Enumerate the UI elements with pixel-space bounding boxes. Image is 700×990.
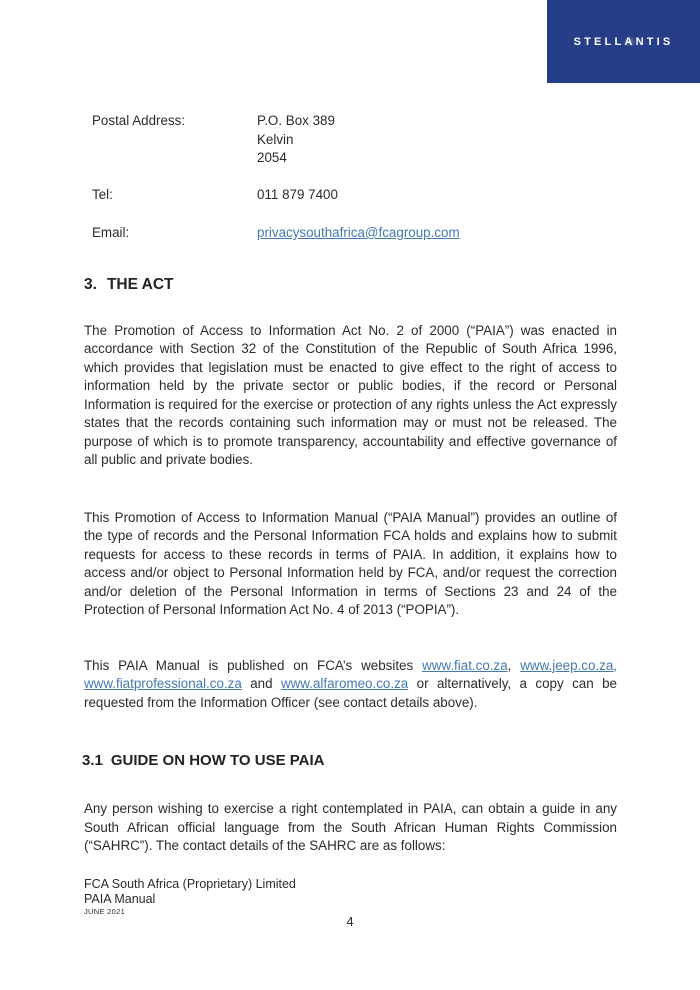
- websites-text-5: or alternatively, a copy can be requested from the Information Officer (see contact details above).: [84, 676, 617, 710]
- paragraph-sahrc-guide: Any person wishing to exercise a right contemplated in PAIA, can obtain a guide in any South African official language from the South African Human Rights Commission (“SAHRC”). The contact details of the SAHRC are as follows:: [84, 801, 617, 853]
- paragraph-paia-enacted: The Promotion of Access to Information Act No. 2 of 2000 (“PAIA”) was enacted in accordance with Section 32 of the Constitution of the Republic of South Africa 1996, which provides that legislation must be enacted to give effect to the right of access to information held by the private sector or public bodies, if the record or Personal Information is required for the exercise or protection of any rights unless the Act expressly states that the records containing such information may or must not be released. The purpose of which is to promote transparency, accountability and effective governance of all public and private bodies.: [84, 322, 617, 467]
- telephone-value: 011 879 7400: [257, 186, 338, 202]
- fiatprofessional-website-link[interactable]: www.fiatprofessional.co.za: [84, 676, 242, 691]
- section-heading-the-act: [84, 276, 617, 294]
- websites-text-4: and: [241, 676, 281, 691]
- page-number: 4: [346, 914, 354, 929]
- websites-text-1: This PAIA Manual is published on FCA’s websites: [84, 657, 423, 673]
- contact-block: [92, 112, 617, 243]
- footer-date: JUNE 2021: [84, 907, 126, 916]
- paragraph-websites: [84, 657, 617, 713]
- section-number: 3.: [84, 275, 97, 293]
- telephone-label: Tel:: [92, 186, 113, 202]
- alfaromeo-website-link[interactable]: www.alfaromeo.co.za: [280, 676, 409, 691]
- email-row: [92, 224, 617, 243]
- fiat-website-link[interactable]: www.fiat.co.za: [422, 657, 508, 673]
- page-footer: [84, 877, 296, 917]
- section-title: THE ACT: [106, 275, 174, 293]
- logo-text-left: STELL: [573, 35, 625, 48]
- logo-text-right: NTIS: [635, 35, 674, 48]
- postal-line-2: Kelvin: [257, 131, 294, 147]
- footer-company: FCA South Africa (Proprietary) Limited: [84, 877, 296, 891]
- paragraph-paia-manual-outline: This Promotion of Access to Information Manual (“PAIA Manual”) provides an outline of the type of records and the Personal Information FCA holds and explains how to submit requests for access to these records in terms of PAIA. In addition, it explains how to access and/or object to Personal Information held by FCA, and/or request the correction and/or deletion of the Personal Information in terms of Sections 23 and 24 of the Protection of Personal Information Act No. 4 of 2013 (“POPIA”).: [84, 509, 617, 617]
- postal-address-row: [92, 112, 617, 168]
- jeep-website-link[interactable]: www.jeep.co.za,: [520, 657, 617, 673]
- subsection-title: GUIDE ON HOW TO USE PAIA: [110, 752, 325, 769]
- postal-address-value: [257, 112, 335, 168]
- email-link[interactable]: privacysouthafrica@fcagroup.com: [257, 225, 460, 240]
- websites-text-2: ,: [507, 657, 521, 673]
- postal-line-3: 2054: [257, 150, 287, 165]
- telephone-row: [92, 186, 617, 205]
- document-content: [84, 0, 617, 856]
- logo-starburst-a-icon: A: [624, 35, 636, 48]
- footer-manual-title: PAIA Manual: [84, 892, 156, 906]
- email-label: Email:: [92, 225, 130, 240]
- section-heading-guide-paia: [82, 752, 617, 769]
- postal-line-1: P.O. Box 389: [257, 113, 335, 128]
- subsection-number: 3.1: [82, 752, 103, 769]
- postal-address-label: Postal Address:: [92, 113, 186, 128]
